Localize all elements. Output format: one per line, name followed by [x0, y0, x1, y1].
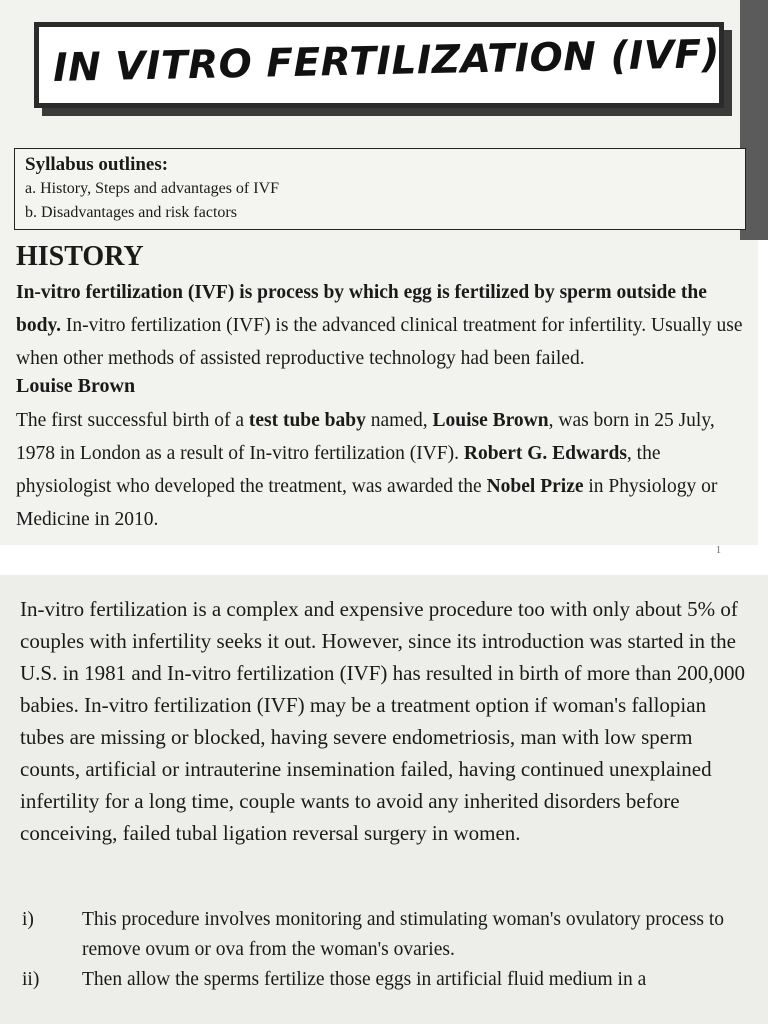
- louise-bold-text: Louise Brown: [432, 410, 549, 431]
- louise-text: , was born in 25 July, 1978 in London as a result of In-vitro fertilization (IVF).: [16, 410, 715, 464]
- syllabus-item: a. History, Steps and advantages of IVF: [25, 180, 280, 197]
- list-item-number: i): [22, 909, 34, 930]
- louise-text: named,: [365, 410, 433, 431]
- louise-text: in Physiology or Medicine in 2010.: [16, 476, 718, 530]
- louise-text: , the physiologist who developed the treatment, was awarded the: [16, 443, 661, 497]
- history-intro-paragraph: [16, 276, 754, 375]
- louise-brown-heading: Louise Brown: [16, 375, 136, 397]
- page-number: 1: [716, 545, 721, 556]
- louise-text: The first successful birth of a: [16, 410, 249, 431]
- syllabus-box: [14, 148, 746, 230]
- syllabus-item: b. Disadvantages and risk factors: [25, 204, 237, 221]
- list-item-number: ii): [22, 969, 40, 990]
- title-banner: [34, 22, 724, 108]
- louise-bold-text: Nobel Prize: [486, 476, 584, 497]
- louise-bold-text: test tube baby: [248, 410, 366, 431]
- page-title: IN VITRO FERTILIZATION (IVF): [52, 32, 721, 91]
- list-item-text: Then allow the sperms fertilize those eggs in artificial fluid medium in a: [82, 969, 647, 990]
- louise-bold-text: Robert G. Edwards: [463, 443, 627, 464]
- syllabus-heading: Syllabus outlines:: [25, 154, 169, 175]
- list-item: [22, 905, 746, 965]
- intro-bold-text: In-vitro fertilization (IVF) is process by which egg is fertilized by sperm outside the body.: [16, 282, 707, 336]
- louise-brown-paragraph: [16, 404, 754, 536]
- procedure-list: [22, 905, 746, 995]
- history-heading: HISTORY: [16, 241, 144, 272]
- ivf-overview-paragraph: In-vitro fertilization is a complex and expensive procedure too with only about 5% of couples with infertility seeks it out. However, since its introduction was started in the U.S. in 1981 and In-vitro fertilization (IVF) has resulted in birth of more than 200,000 babies. In-vitro fertilization (IVF) may be a treatment option if woman's fallopian tubes are missing or blocked, having severe endometriosis, man with low sperm counts, artificial or intrauterine insemination failed, having continued unexplained infertility for a long time, couple wants to avoid any inherited disorders before conceiving, failed tubal ligation reversal surgery in women.: [20, 597, 745, 845]
- list-item-text: This procedure involves monitoring and stimulating woman's ovulatory process to remove ovum or ova from the woman's ovaries.: [82, 909, 725, 960]
- intro-text: In-vitro fertilization (IVF) is the advanced clinical treatment for infertility. Usually use when other methods of assisted reproductive technology had been failed.: [16, 315, 743, 369]
- list-item: [22, 965, 746, 995]
